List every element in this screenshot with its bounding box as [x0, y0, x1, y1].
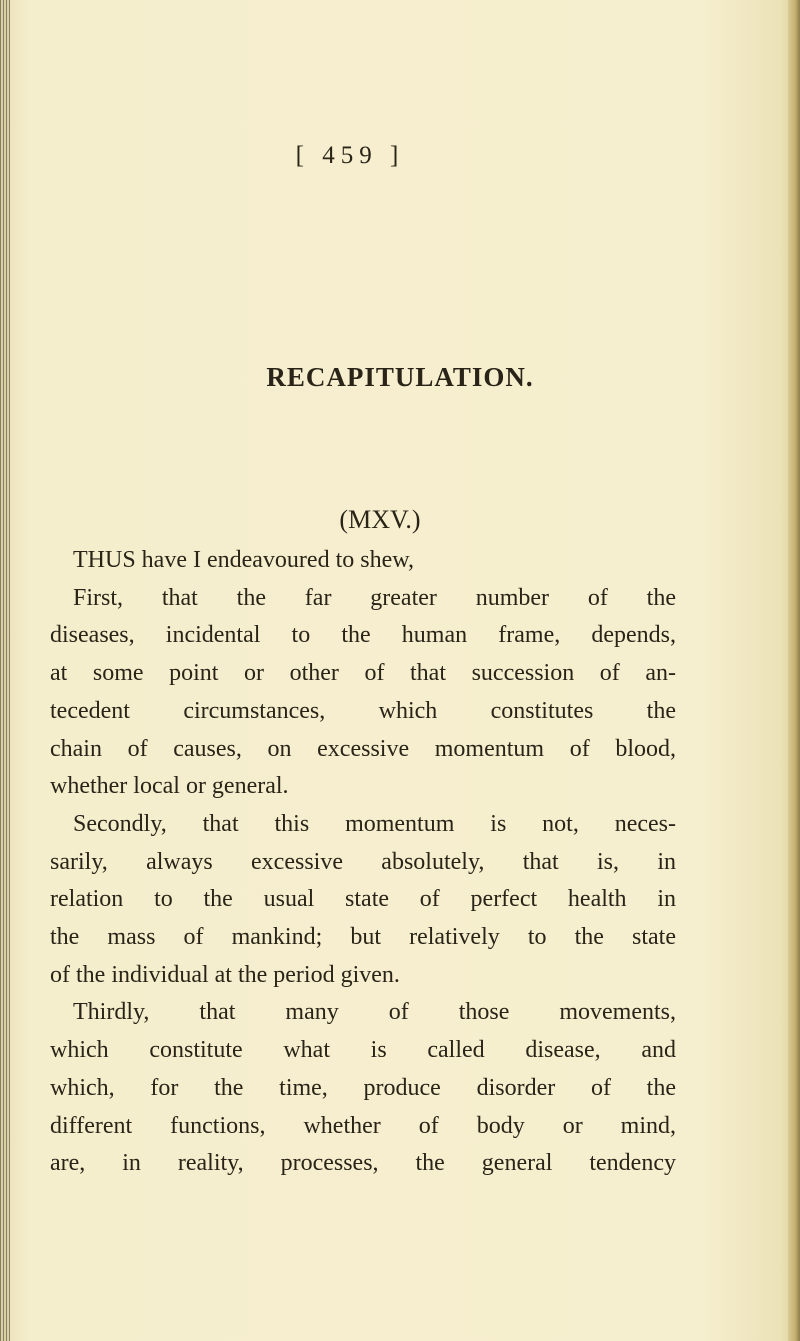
text-line: which, for the time, produce disorder of the [50, 1074, 676, 1101]
text-line: Thirdly, that many of those movements, [73, 999, 676, 1026]
body-text [50, 542, 676, 1183]
text-line: First, that the far greater number of the [73, 584, 676, 611]
section-number: (MXV.) [339, 505, 421, 534]
chapter-heading: RECAPITULATION. [266, 362, 534, 392]
text-line: the mass of mankind; but relatively to the state [50, 924, 676, 951]
text-line: THUS have I endeavoured to shew, [73, 547, 415, 573]
text-line: tecedent circumstances, which constitutes the [50, 697, 676, 724]
text-line: sarily, always excessive absolutely, that is, in [50, 848, 676, 875]
text-line: diseases, incidental to the human frame, depends, [50, 622, 676, 649]
page-fore-edge [788, 0, 800, 1341]
text-line: are, in reality, processes, the general tendency [50, 1150, 676, 1177]
text-line: different functions, whether of body or mind, [50, 1112, 676, 1139]
text-line: Secondly, that this momentum is not, neces- [73, 810, 676, 837]
text-line: of the individual at the period given. [50, 961, 400, 988]
page-number: [ 459 ] [295, 142, 405, 169]
text-line: at some point or other of that succession of an- [50, 660, 676, 687]
text-line: whether local or general. [50, 773, 289, 800]
text-line: chain of causes, on excessive momentum of blood, [50, 735, 676, 762]
text-line: which constitute what is called disease, and [50, 1037, 676, 1064]
text-line: relation to the usual state of perfect health in [50, 886, 676, 913]
page-gutter-edge [0, 0, 10, 1341]
